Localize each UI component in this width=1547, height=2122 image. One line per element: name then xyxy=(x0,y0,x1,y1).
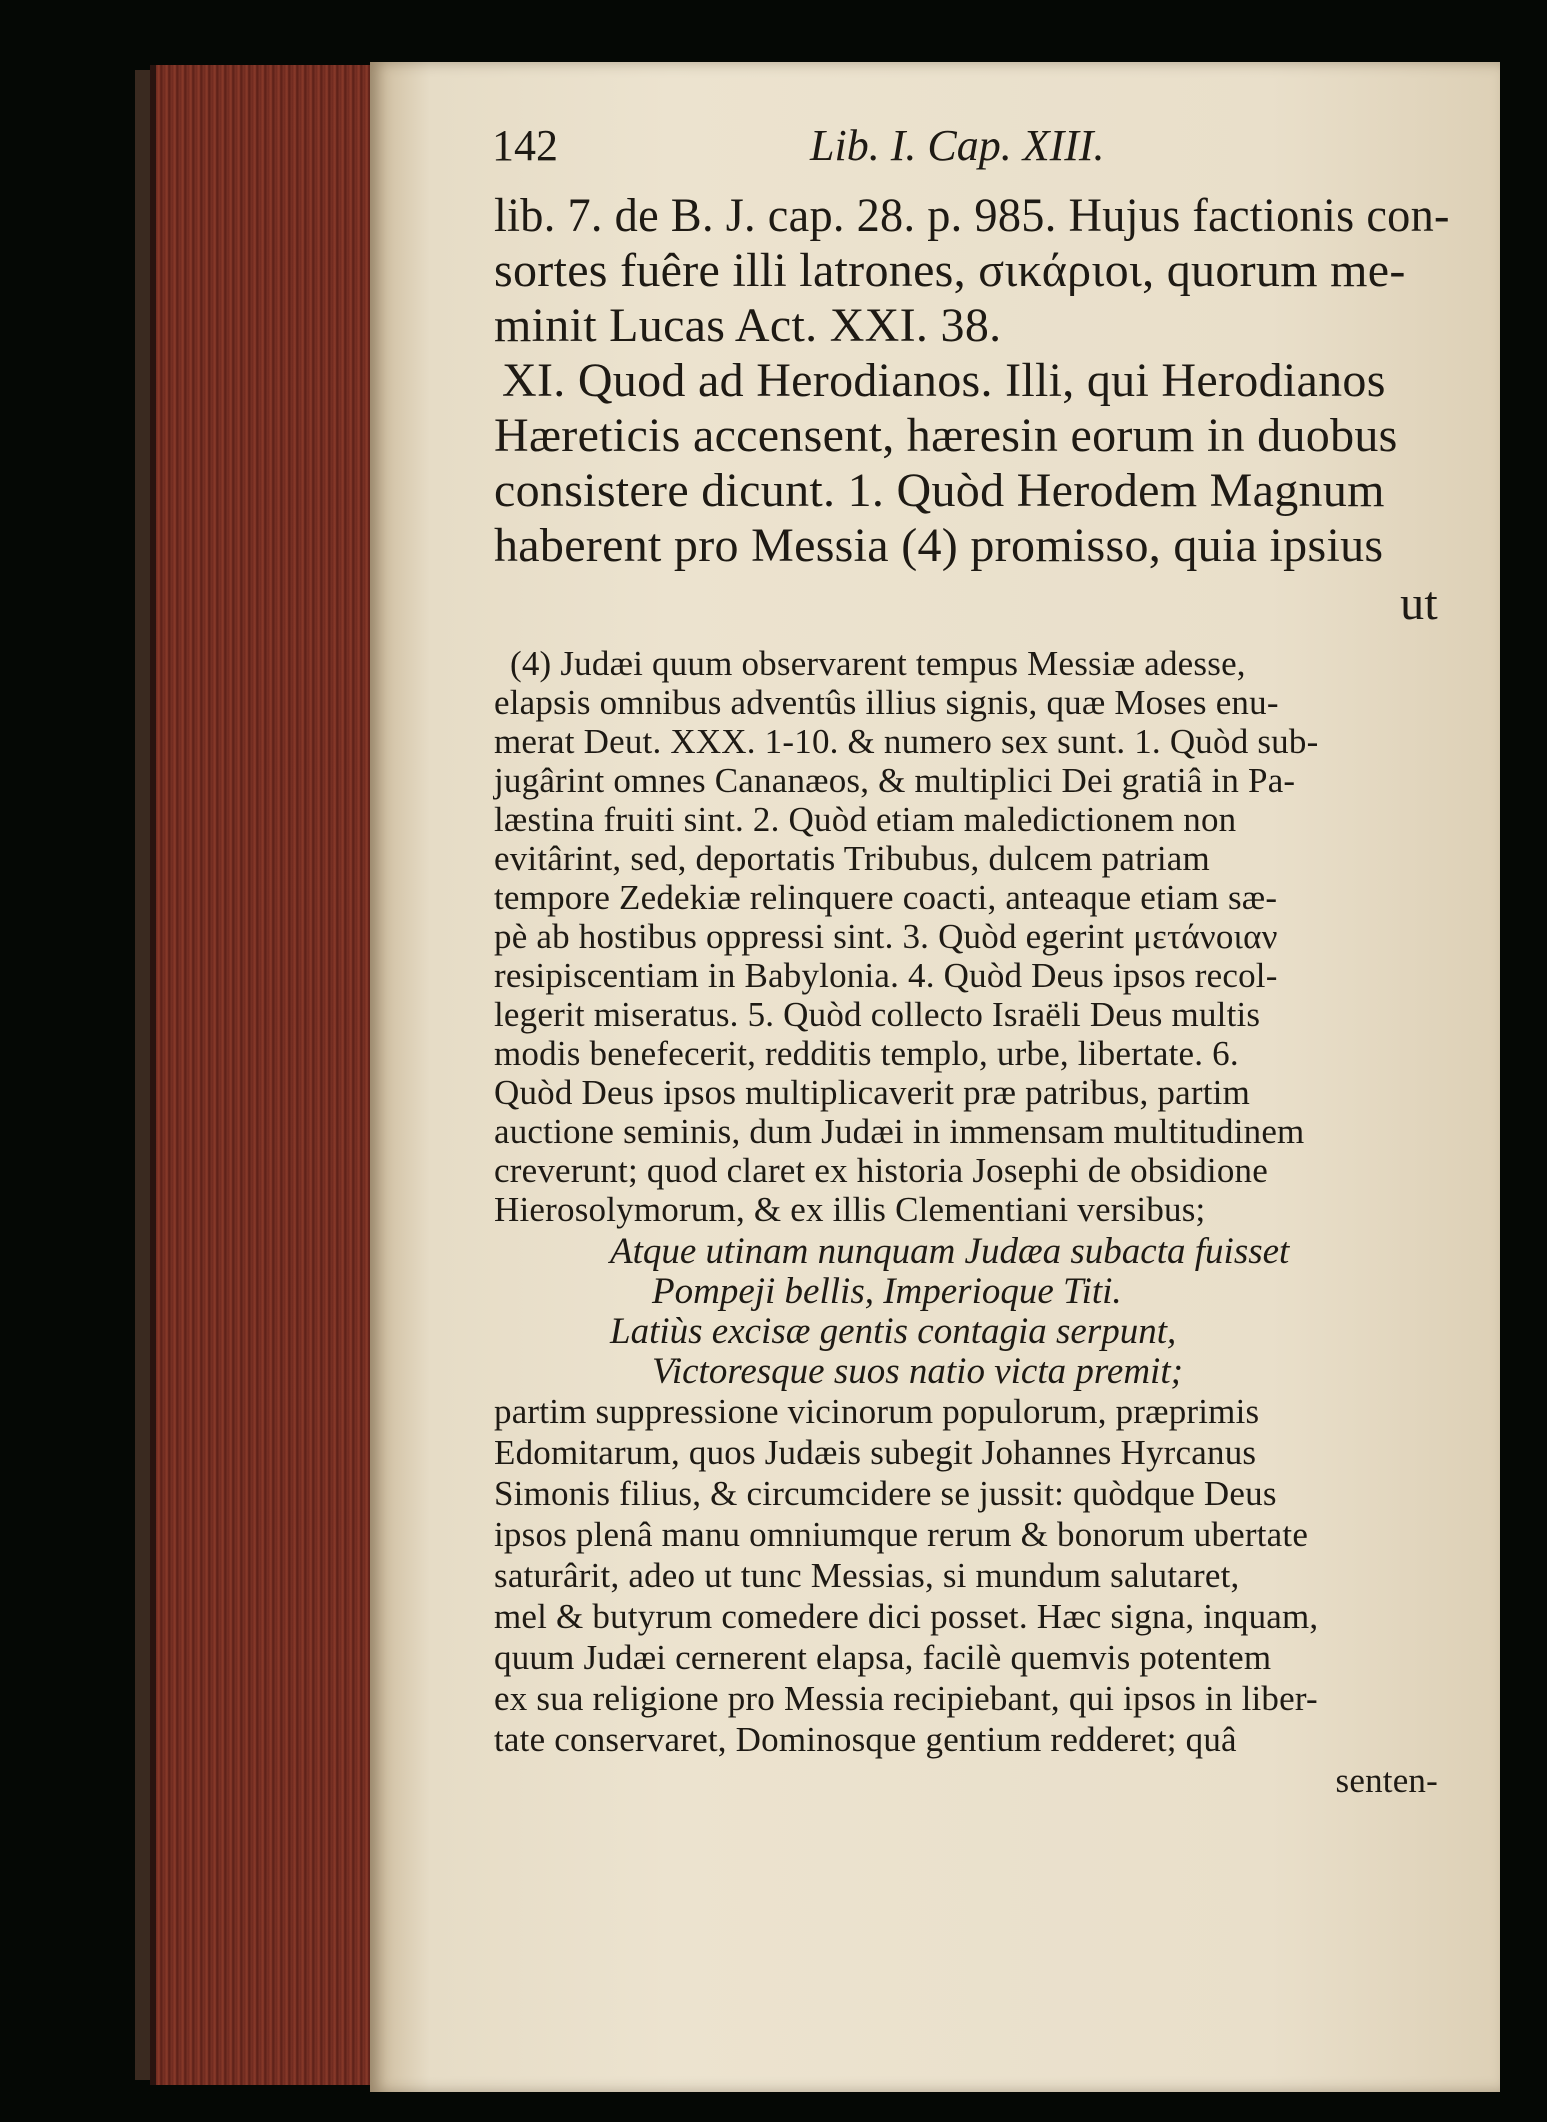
footnote-line: resipiscentiam in Babylonia. 4. Quòd Deus ipsos recol- xyxy=(494,956,1278,995)
footnote-line: læstina fruiti sint. 2. Quòd etiam maledictionem non xyxy=(494,800,1237,839)
page-number: 142 xyxy=(492,121,558,170)
footnote-line: Edomitarum, quos Judæis subegit Johannes Hyrcanus xyxy=(494,1433,1257,1472)
footnote-line: tate conservaret, Dominosque gentium redderet; quâ xyxy=(494,1720,1237,1759)
footnote-line: ex sua religione pro Messia recipiebant, qui ipsos in liber- xyxy=(494,1679,1318,1718)
main-text-line: XI. Quod ad Herodianos. Illi, qui Herodianos xyxy=(502,354,1386,407)
main-text-line: minit Lucas Act. XXI. 38. xyxy=(494,299,1002,352)
footnote-line: auctione seminis, dum Judæi in immensam multitudinem xyxy=(494,1112,1305,1151)
catchword: senten- xyxy=(1335,1761,1438,1800)
footnote-line: jugârint omnes Cananæos, & multiplici Dei gratiâ in Pa- xyxy=(494,761,1296,800)
footnote-line: quum Judæi cernerent elapsa, facilè quemvis potentem xyxy=(494,1638,1272,1677)
book-page-edges xyxy=(150,65,381,2085)
footnote-line: Quòd Deus ipsos multiplicaverit præ patribus, partim xyxy=(494,1073,1250,1112)
main-text-line: consistere dicunt. 1. Quòd Herodem Magnum xyxy=(494,464,1385,517)
footnote-line: partim suppressione vicinorum populorum, præprimis xyxy=(494,1392,1260,1431)
footnote-line: (4) Judæi quum observarent tempus Messiæ adesse, xyxy=(510,644,1246,683)
main-text-line: sortes fuêre illi latrones, σικάριοι, quorum me- xyxy=(494,244,1406,297)
main-text-line: haberent pro Messia (4) promisso, quia ipsius xyxy=(494,519,1384,572)
main-text-line: Hæreticis accensent, hæresin eorum in duobus xyxy=(494,409,1398,462)
main-text-line: ut xyxy=(1400,577,1438,630)
verse-line: Latiùs excisæ gentis contagia serpunt, xyxy=(610,1311,1177,1352)
footnote-line: modis benefecerit, redditis templo, urbe, libertate. 6. xyxy=(494,1034,1239,1073)
footnote-line: elapsis omnibus adventûs illius signis, quæ Moses enu- xyxy=(494,683,1279,722)
main-text-line: lib. 7. de B. J. cap. 28. p. 985. Hujus factionis con- xyxy=(494,189,1450,242)
verse-line: Victoresque suos natio victa premit; xyxy=(652,1351,1183,1392)
footnote-line: merat Deut. XXX. 1-10. & numero sex sunt. 1. Quòd sub- xyxy=(494,722,1319,761)
footnote-line: Simonis filius, & circumcidere se jussit: quòdque Deus xyxy=(494,1474,1277,1513)
footnote-line: ipsos plenâ manu omniumque rerum & bonorum ubertate xyxy=(494,1515,1309,1554)
footnote-line: pè ab hostibus oppressi sint. 3. Quòd egerint μετάνοιαν xyxy=(494,917,1278,956)
footnote-line: saturârit, adeo ut tunc Messias, si mundum salutaret, xyxy=(494,1556,1240,1595)
footnote-line: evitârint, sed, deportatis Tribubus, dulcem patriam xyxy=(494,839,1210,878)
footnote-line: creverunt; quod claret ex historia Josephi de obsidione xyxy=(494,1151,1268,1190)
verse-line: Pompeji bellis, Imperioque Titi. xyxy=(652,1271,1122,1312)
running-head: Lib. I. Cap. XIII. xyxy=(810,121,1105,170)
verse-line: Atque utinam nunquam Judæa subacta fuisset xyxy=(610,1231,1290,1272)
footnote-line: mel & butyrum comedere dici posset. Hæc signa, inquam, xyxy=(494,1597,1319,1636)
footnote-line: tempore Zedekiæ relinquere coacti, anteaque etiam sæ- xyxy=(494,878,1278,917)
footnote-line: legerit miseratus. 5. Quòd collecto Israëli Deus multis xyxy=(494,995,1261,1034)
footnote-line: Hierosolymorum, & ex illis Clementiani versibus; xyxy=(494,1190,1206,1229)
book-page xyxy=(370,62,1500,2092)
